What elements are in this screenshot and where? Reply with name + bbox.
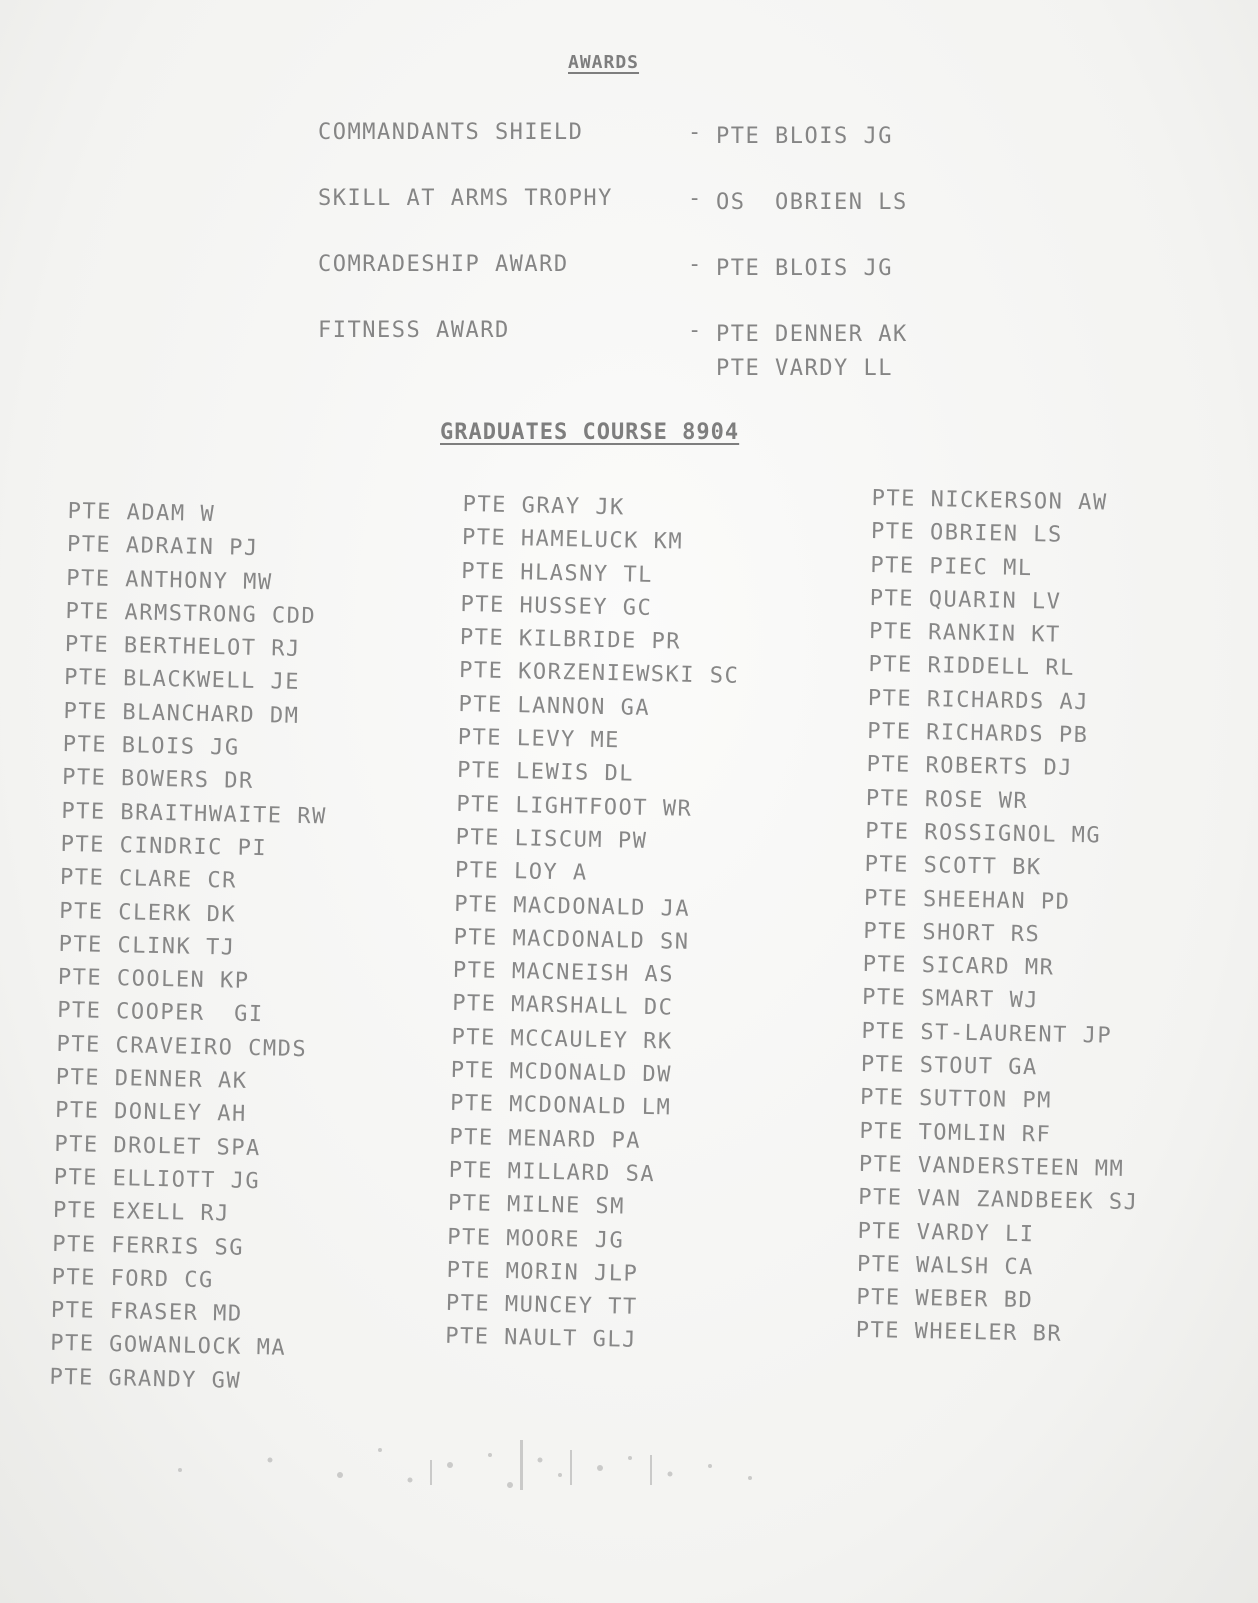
graduate-name: PTE OBRIEN LS bbox=[870, 519, 1063, 548]
graduates-column-3 bbox=[855, 482, 1152, 1353]
award-dash: - bbox=[688, 252, 703, 277]
award-winners bbox=[716, 186, 908, 220]
graduate-name: PTE MENARD PA bbox=[449, 1124, 642, 1154]
graduate-name: PTE NICKERSON AW bbox=[871, 485, 1108, 516]
award-winner: OS OBRIEN LS bbox=[716, 190, 908, 215]
graduate-name: PTE COOLEN KP bbox=[57, 965, 250, 995]
graduate-name: PTE BOWERS DR bbox=[61, 765, 254, 795]
graduate-name: PTE KILBRIDE PR bbox=[459, 625, 682, 655]
graduate-name: PTE HAMELUCK KM bbox=[461, 525, 684, 555]
graduate-name: PTE ADRAIN PJ bbox=[66, 532, 259, 562]
graduate-name: PTE MARSHALL DC bbox=[451, 991, 674, 1021]
graduate-name: PTE BLACKWELL JE bbox=[63, 665, 301, 696]
graduate-name: PTE MOORE JG bbox=[447, 1224, 625, 1254]
award-name: COMMANDANTS SHIELD bbox=[318, 120, 584, 145]
award-name: FITNESS AWARD bbox=[318, 318, 510, 343]
graduate-name: PTE BLANCHARD DM bbox=[63, 698, 300, 729]
graduate-name: PTE PIEC ML bbox=[870, 552, 1033, 581]
graduate-name: PTE DONLEY AH bbox=[54, 1098, 248, 1128]
graduate-name: PTE COOPER GI bbox=[56, 998, 264, 1028]
graduate-name: PTE SHEEHAN PD bbox=[863, 885, 1071, 915]
graduate-name: PTE MACNEISH AS bbox=[452, 958, 675, 988]
graduate-name: PTE MCCAULEY RK bbox=[451, 1024, 673, 1055]
graduate-name: PTE VAN ZANDBEEK SJ bbox=[858, 1185, 1139, 1216]
award-row-skill-at-arms bbox=[318, 186, 908, 220]
graduate-name: PTE ST-LAURENT JP bbox=[861, 1018, 1113, 1049]
graduate-name: PTE MORIN JLP bbox=[446, 1257, 639, 1287]
graduate-name: PTE CRAVEIRO CMDS bbox=[56, 1031, 308, 1062]
graduate-name: PTE GRAY JK bbox=[462, 491, 626, 521]
graduate-name: PTE SUTTON PM bbox=[859, 1085, 1053, 1114]
graduate-name: PTE EXELL RJ bbox=[52, 1198, 231, 1227]
award-winner: PTE BLOIS JG bbox=[716, 256, 893, 281]
graduate-name: PTE WEBER BD bbox=[856, 1284, 1034, 1314]
award-row-comradeship bbox=[318, 252, 893, 286]
graduate-name: PTE ROSSIGNOL MG bbox=[865, 818, 1102, 849]
graduates-column-1 bbox=[49, 495, 333, 1399]
graduate-name: PTE RANKIN KT bbox=[868, 619, 1062, 648]
award-dash: - bbox=[688, 120, 703, 145]
smudge-marks bbox=[150, 1430, 790, 1500]
graduate-name: PTE DENNER AK bbox=[55, 1064, 248, 1094]
graduate-name: PTE HLASNY TL bbox=[460, 558, 654, 588]
graduate-name: PTE FRASER MD bbox=[50, 1297, 243, 1327]
graduate-name: PTE MACDONALD SN bbox=[453, 924, 690, 955]
graduate-name: PTE VANDERSTEEN MM bbox=[858, 1151, 1125, 1182]
graduate-name: PTE LEVY ME bbox=[457, 725, 621, 754]
award-name: SKILL AT ARMS TROPHY bbox=[318, 186, 613, 211]
graduate-name: PTE CLINK TJ bbox=[58, 931, 236, 961]
graduate-name: PTE MCDONALD LM bbox=[449, 1091, 672, 1121]
graduate-name: PTE SCOTT BK bbox=[864, 852, 1042, 881]
graduate-name: PTE LANNON GA bbox=[458, 691, 651, 721]
graduate-name: PTE FORD CG bbox=[51, 1264, 215, 1294]
graduate-name: PTE ARMSTRONG CDD bbox=[65, 598, 317, 630]
graduate-name: PTE GRANDY GW bbox=[49, 1364, 242, 1394]
award-winner: PTE BLOIS JG bbox=[716, 124, 893, 149]
graduate-name: PTE SHORT RS bbox=[863, 918, 1041, 948]
graduate-name: PTE ROBERTS DJ bbox=[866, 752, 1074, 782]
graduate-name: PTE CLERK DK bbox=[59, 898, 237, 928]
graduate-name: PTE ANTHONY MW bbox=[65, 565, 273, 595]
graduate-name: PTE RICHARDS AJ bbox=[867, 685, 1090, 715]
graduate-name: PTE MUNCEY TT bbox=[445, 1290, 638, 1320]
graduate-name: PTE BRAITHWAITE RW bbox=[61, 798, 328, 830]
graduate-name: PTE BERTHELOT RJ bbox=[64, 632, 301, 663]
graduate-name: PTE MILLARD SA bbox=[448, 1157, 656, 1188]
graduate-name: PTE QUARIN LV bbox=[869, 585, 1062, 615]
graduate-name: PTE LISCUM PW bbox=[455, 824, 648, 854]
graduate-name: PTE HUSSEY GC bbox=[460, 591, 653, 621]
award-dash: - bbox=[688, 186, 703, 211]
graduate-name: PTE ELLIOTT JG bbox=[53, 1164, 261, 1195]
graduate-name: PTE SMART WJ bbox=[861, 985, 1040, 1014]
award-row-fitness bbox=[318, 318, 908, 386]
award-row-commandants-shield bbox=[318, 120, 893, 154]
award-winner: PTE DENNER AK bbox=[716, 322, 908, 347]
graduate-name: PTE STOUT GA bbox=[860, 1051, 1038, 1081]
graduate-name: PTE WHEELER BR bbox=[855, 1318, 1063, 1348]
graduate-name: PTE ROSE WR bbox=[865, 785, 1029, 814]
graduate-name: PTE CINDRIC PI bbox=[60, 831, 268, 862]
graduate-name: PTE KORZENIEWSKI SC bbox=[458, 658, 740, 690]
graduate-name: PTE NAULT GLJ bbox=[444, 1324, 638, 1354]
award-dash: - bbox=[688, 318, 703, 343]
award-winners bbox=[716, 252, 893, 286]
graduate-name: PTE LIGHTFOOT WR bbox=[456, 791, 693, 822]
graduate-name: PTE DROLET SPA bbox=[54, 1131, 262, 1161]
graduate-name: PTE WALSH CA bbox=[856, 1251, 1035, 1281]
awards-heading: AWARDS bbox=[568, 52, 640, 73]
graduate-name: PTE GOWANLOCK MA bbox=[49, 1331, 287, 1362]
award-winners bbox=[716, 318, 908, 386]
graduate-name: PTE FERRIS SG bbox=[52, 1231, 245, 1261]
graduates-heading: GRADUATES COURSE 8904 bbox=[440, 420, 740, 445]
graduate-name: PTE CLARE CR bbox=[59, 865, 238, 894]
graduate-name: PTE SICARD MR bbox=[862, 952, 1055, 981]
graduates-column-2 bbox=[445, 488, 743, 1359]
graduate-name: PTE MCDONALD DW bbox=[450, 1057, 673, 1088]
graduate-name: PTE LOY A bbox=[454, 858, 588, 886]
graduate-name: PTE VARDY LI bbox=[857, 1218, 1035, 1247]
graduate-name: PTE MACDONALD JA bbox=[454, 891, 691, 922]
graduate-name: PTE LEWIS DL bbox=[456, 758, 635, 788]
graduate-name: PTE BLOIS JG bbox=[62, 732, 240, 761]
award-winners bbox=[716, 120, 893, 154]
award-name: COMRADESHIP AWARD bbox=[318, 252, 569, 277]
graduate-name: PTE RIDDELL RL bbox=[868, 652, 1076, 682]
graduate-name: PTE TOMLIN RF bbox=[859, 1118, 1052, 1148]
graduate-name: PTE RICHARDS PB bbox=[866, 719, 1089, 749]
graduate-name: PTE ADAM W bbox=[67, 498, 216, 528]
award-winner: PTE VARDY LL bbox=[716, 356, 893, 381]
graduate-name: PTE MILNE SM bbox=[447, 1191, 626, 1220]
